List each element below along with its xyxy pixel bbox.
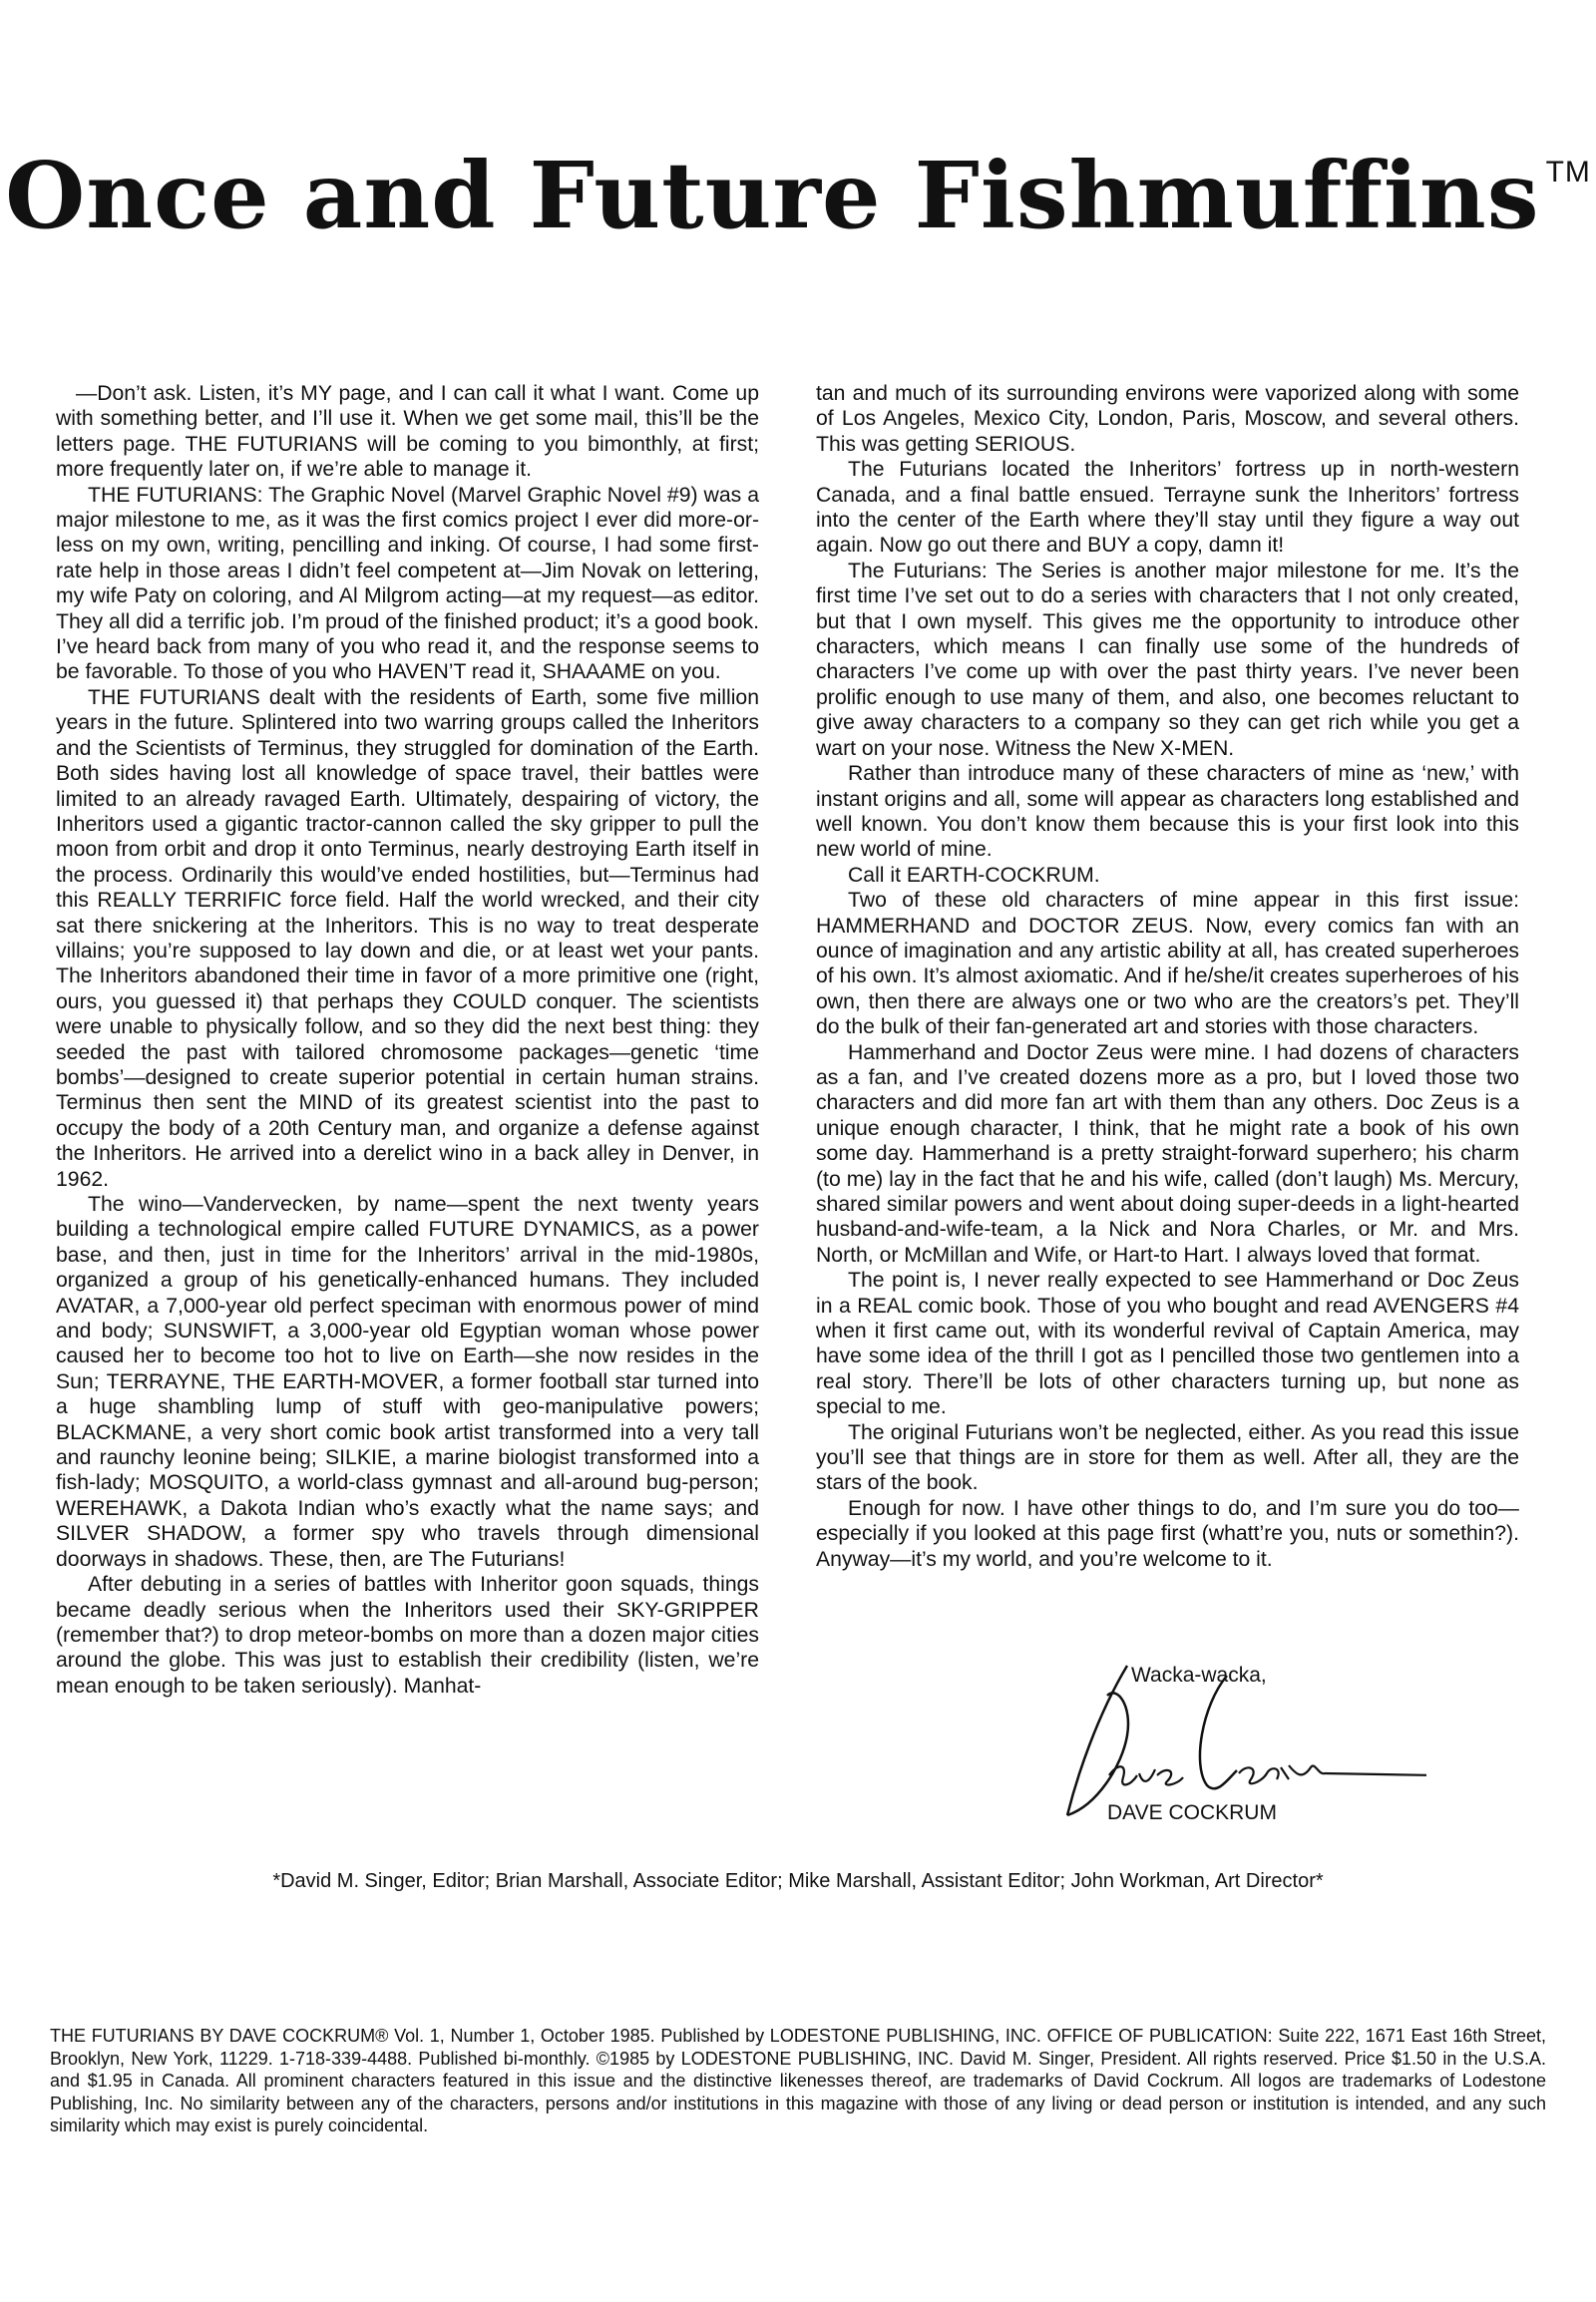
staff-credits: *David M. Singer, Editor; Brian Marshall, Associate Editor; Mike Marshall, Assistant Editor; John Workman, Art Director* xyxy=(272,1870,1324,1892)
article-paragraph: tan and much of its surrounding environs were vaporized along with some of Los Angeles, Mexico City, London, Paris, Moscow, and several others. This was getting SERIOUS. xyxy=(816,382,1519,456)
publication-indicia: THE FUTURIANS BY DAVE COCKRUM® Vol. 1, Number 1, October 1985. Published by LODESTONE PUBLISHING, INC. OFFICE OF PUBLICATION: Suite 222, 1671 East 16th Street, Brooklyn, New York, 11229. 1-718-339-4488. Published bi-monthly. ©1985 by LODESTONE PUBLISHING, INC. David M. Singer, President. All rights reserved. Price $1.50 in the U.S.A. and $1.95 in Canada. All prominent characters featured in this issue and the distinctive likenesses thereof, are trademarks of David Cockrum. All logos are trademarks of Lodestone Publishing, Inc. No similarity between any of the characters, persons and/or institutions in this magazine with those of any living or dead person or institution is intended, and any such similarity which may exist is purely coincidental. xyxy=(50,2026,1546,2136)
article-paragraph: Hammerhand and Doctor Zeus were mine. I had dozens of characters as a fan, and I’ve created dozens more as a pro, but I loved those two characters and did more fan art with them than any others. Doc Zeus is a unique enough character, I think, that he might rate a book of his own some day. Hammerhand is a pretty straight-forward superhero; his charm (to me) lay in the fact that he and his wife, called (don’t laugh) Ms. Mercury, shared similar powers and went about doing super-deeds in a light-hearted husband-and-wife-team, a la Nick and Nora Charles, or Mr. and Mrs. North, or McMillan and Wife, or Hart-to Hart. I always loved that format. xyxy=(816,1040,1519,1267)
article-paragraph: Two of these old characters of mine appear in this first issue: HAMMERHAND and DOCTOR ZEUS. Now, every comics fan with an ounce of imagination and any artistic ability at all, has created superheroes of his own. It’s almost axiomatic. And if he/she/it creates superheroes of his own, then there are always one or two who are the creators’s pet. They’ll do the bulk of their fan-generated art and stories with those characters. xyxy=(816,889,1519,1039)
article-paragraph: After debuting in a series of battles with Inheritor goon squads, things became deadly serious when the Inheritors used their SKY-GRIPPER (remember that?) to drop meteor-bombs on more than a dozen major cities around the globe. This was just to establish their credibility (listen, we’re mean enough to be taken seriously). Manhat- xyxy=(56,1573,759,1698)
article-right-column xyxy=(816,381,1519,1572)
article-paragraph: The Futurians located the Inheritors’ fortress up in north-western Canada, and a final battle ensued. Terrayne sunk the Inheritors’ fortress into the center of the Earth where they’ll stay until they figure a way out again. Now go out there and BUY a copy, damn it! xyxy=(816,458,1519,558)
page-title-text: Once and Future Fishmuffins xyxy=(5,142,1540,249)
trademark-mark: TM xyxy=(1545,156,1591,189)
article-paragraph: —Don’t ask. Listen, it’s MY page, and I can call it what I want. Come up with something better, and I’ll use it. When we get some mail, this’ll be the letters page. THE FUTURIANS will be coming to you bimonthly, at first; more frequently later on, if we’re able to manage it. xyxy=(56,382,759,482)
article-left-column xyxy=(56,381,759,1699)
article-paragraph: The Futurians: The Series is another major milestone for me. It’s the first time I’ve set out to do a series with characters that I not only created, but that I own myself. This gives me the opportunity to introduce other characters, which means I can finally use some of the hundreds of characters I’ve come up with over the past thirty years. I’ve never been prolific enough to use many of them, and also, one becomes reluctant to give away characters to a company so they can get rich while you get a wart on your nose. Witness the New X-MEN. xyxy=(816,559,1519,760)
article-paragraph: THE FUTURIANS dealt with the residents of Earth, some five million years in the future. Splintered into two warring groups called the Inheritors and the Scientists of Terminus, they struggled for domination of the Earth. Both sides having lost all knowledge of space travel, their battles were limited to an already ravaged Earth. Ultimately, despairing of victory, the Inheritors used a gigantic tractor-cannon called the sky gripper to pull the moon from orbit and drop it onto Terminus, nearly destroying Earth itself in the process. Ordinarily this would’ve ended hostilities, but—Terminus had this REALLY TERRIFIC force field. Half the world wrecked, and their city sat there snickering at the Inheritors. This is no way to treat desperate villains; you’re supposed to lay down and die, or at least wet your pants. The Inheritors abandoned their time in favor of a more primitive one (right, ours, you guessed it) that perhaps they COULD conquer. The scientists were unable to physically follow, and so they did the next best thing: they seeded the past with tailored chromosome packages—genetic ‘time bombs’—designed to create superior potential in certain human strains. Terminus then sent the MIND of its greatest scientist into the past to occupy the body of a 20th Century man, and organize a defense against the Inheritors. He arrived into a derelict wino in a back alley in Denver, in 1962. xyxy=(56,685,759,1191)
article-paragraph: Rather than introduce many of these characters of mine as ‘new,’ with instant origins and all, some will appear as characters long established and well known. You don’t know them because this is your first look into this new world of mine. xyxy=(816,762,1519,862)
article-paragraph: The point is, I never really expected to see Hammerhand or Doc Zeus in a REAL comic book. Those of you who bought and read AVENGERS #4 when it first came out, with its wonderful revival of Captain America, may have some idea of the thrill I got as I pencilled those two gentlemen into a real story. There’ll be lots of other characters turning up, but none as special to me. xyxy=(816,1269,1519,1419)
article-paragraph: Call it EARTH-COCKRUM. xyxy=(848,863,1100,887)
article-paragraph: Enough for now. I have other things to do, and I’m sure you do too—especially if you looked at this page first (whatt’re you, nuts or somethin?). Anyway—it’s my world, and you’re welcome to it. xyxy=(816,1496,1519,1571)
article-paragraph: The wino—Vandervecken, by name—spent the next twenty years building a technological empire called FUTURE DYNAMICS, as a power base, and then, just in time for the Inheritors’ arrival in the mid-1980s, organized a group of his genetically-enhanced humans. They included AVATAR, a 7,000-year old perfect speciman with enormous power of mind and body; SUNSWIFT, a 3,000-year old Egyptian woman whose power caused her to become too hot to live on Earth—she now resides in the Sun; TERRAYNE, THE EARTH-MOVER, a former football star turned into a huge shambling lump of stuff with geo-manipulative powers; BLACKMANE, a very short comic book artist transformed into a very tall and raunchy leonine being; SILKIE, a marine biologist transformed into a fish-lady; MOSQUITO, a world-class gymnast and all-around bug-person; WEREHAWK, a Dakota Indian who’s exactly what the name says; and SILVER SHADOW, a former spy who travels through dimensional doorways in shadows. These, then, are The Futurians! xyxy=(56,1193,759,1571)
signoff-closing: Wacka-wacka, xyxy=(1131,1664,1267,1687)
signoff-name: DAVE COCKRUM xyxy=(1107,1801,1277,1824)
article-paragraph: The original Futurians won’t be neglected, either. As you read this issue you’ll see that things are in store for them as well. After all, they are the stars of the book. xyxy=(816,1420,1519,1495)
page-title xyxy=(0,142,1596,249)
article-paragraph: THE FUTURIANS: The Graphic Novel (Marvel Graphic Novel #9) was a major milestone to me, as it was the first comics project I ever did more-or-less on my own, writing, pencilling and inking. Of course, I had some first-rate help in those areas I didn’t feel competent at—Jim Novak on lettering, my wife Paty on coloring, and Al Milgrom acting—at my request—as editor. They all did a terrific job. I’m proud of the finished product; it’s a good book. I’ve heard back from many of you who read it, and the response seems to be favorable. To those of you who HAVEN’T read it, SHAAAME on you. xyxy=(56,483,759,684)
